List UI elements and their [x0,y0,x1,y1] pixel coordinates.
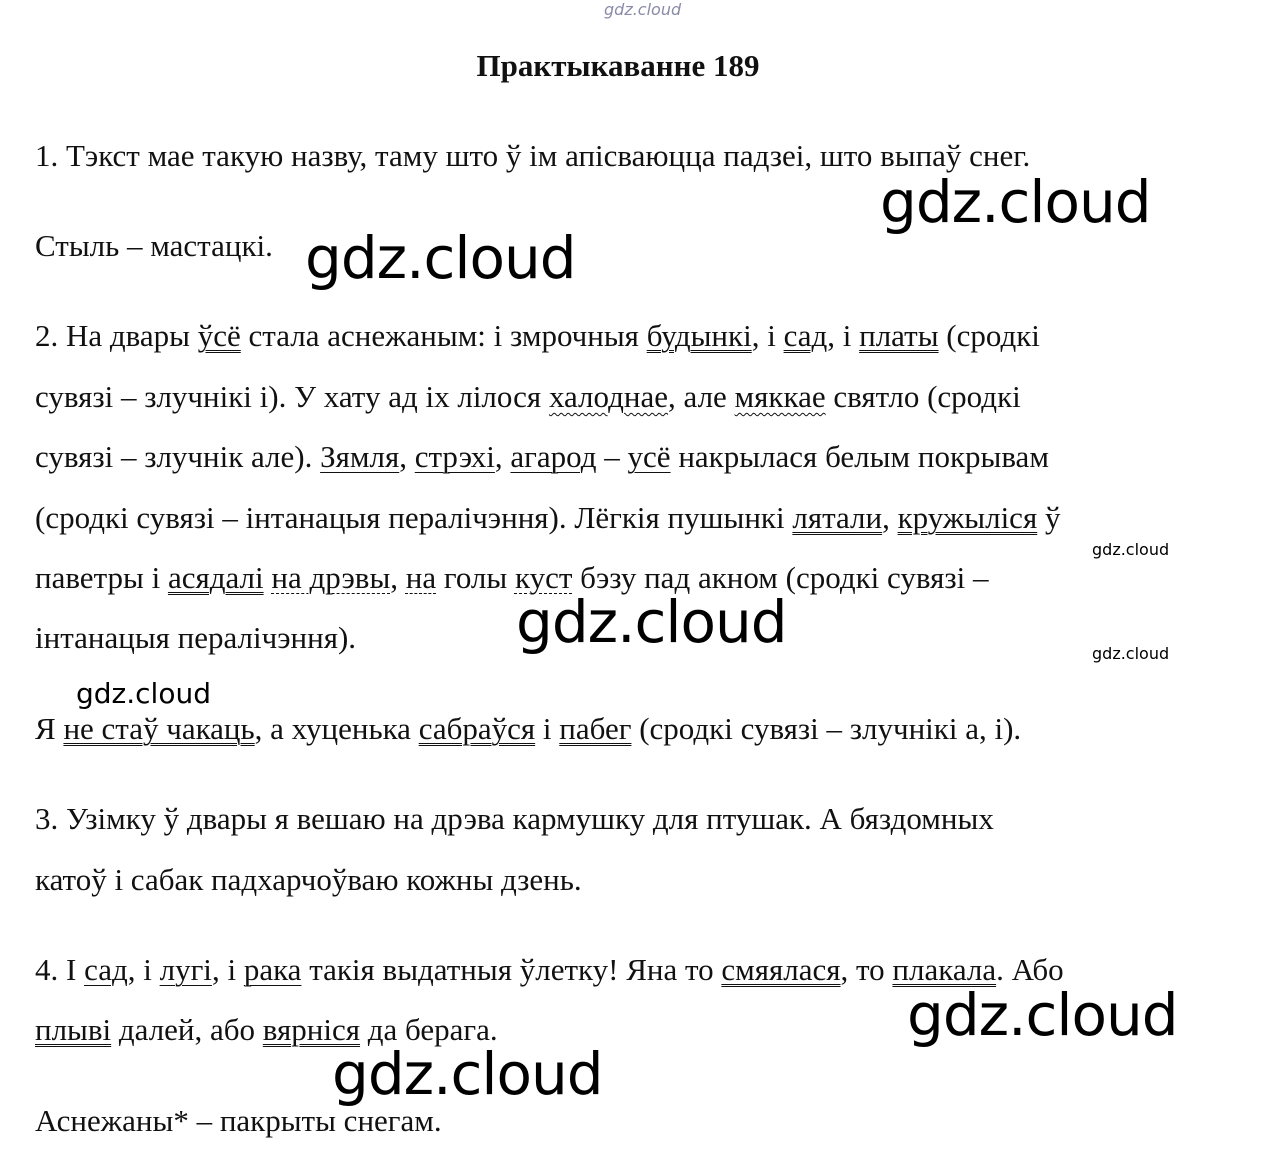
predicate-word: не стаў чакаць [63,711,255,746]
text-run: 4. І [35,952,85,987]
subject-word: рака [243,952,302,987]
text-run: да берага. [360,1012,498,1047]
subject-word: агарод [510,439,597,474]
text-run: голы [436,560,515,595]
predicate-word: асядалі [167,560,264,595]
paragraph-2-line-5 [35,562,989,594]
text-run: бэзу пад акном (сродкі сувязі – [572,560,989,595]
predicate-word: вярніся [262,1012,361,1047]
watermark-5: gdz.cloud [1092,644,1170,663]
paragraph-2-line-1 [35,320,1040,352]
paragraph-3 [35,713,1021,745]
subject-word: будынкі [646,318,752,353]
text-run: , і [211,952,244,987]
adverbial-word: куст [514,560,573,595]
predicate-word: плакала [892,952,997,987]
text-run: святло (сродкі [825,379,1021,414]
text-run: . Або [996,952,1064,987]
watermark-4: gdz.cloud [516,588,787,656]
text-run: , і [751,318,784,353]
text-run: і [535,711,560,746]
predicate-word: сабраўся [418,711,536,746]
text-run: , [494,439,511,474]
text-run: такія выдатныя ўлетку! Яна то [301,952,722,987]
attribute-word: халоднае [548,379,669,414]
text-run: сувязі – злучнікі і). У хату ад іх лілося [35,379,549,414]
watermark-6: gdz.cloud [76,677,211,710]
page-title: Практыкаванне 189 [476,48,760,83]
subject-word: усё [627,439,671,474]
text-run: Я [35,711,64,746]
text-run: – [596,439,628,474]
paragraph-2-line-6: інтанацыя пералічэння). [35,620,357,655]
watermark-top: gdz.cloud [604,0,682,19]
paragraph-4-line-2: катоў і сабак падхарчоўваю кожны дзень. [35,862,582,897]
subject-word: лугі [159,952,212,987]
watermark-3: gdz.cloud [1092,540,1170,559]
paragraph-style: Стыль – мастацкі. [35,228,273,263]
footnote: Аснежаны* – пакрыты снегам. [35,1103,442,1138]
subject-word: сад [783,318,828,353]
text-run: , і [827,318,860,353]
watermark-1: gdz.cloud [880,168,1151,236]
text-run: стала аснежаным: і змрочныя [240,318,647,353]
text-run: , то [840,952,893,987]
text-run: паветры і [35,560,168,595]
subject-word: стрэхі [414,439,495,474]
text-run: (сродкі сувязі – інтанацыя пералічэння). Лёгкія пушынкі [35,500,793,535]
subject-word: Зямля [320,439,400,474]
text-run: (сродкі сувязі – злучнікі а, і). [631,711,1022,746]
subject-word: платы [859,318,939,353]
text-run: , [882,500,898,535]
text-run: накрылася белым покрывам [670,439,1049,474]
text-run: сувязі – злучнік але). [35,439,321,474]
watermark-7: gdz.cloud [907,981,1178,1049]
adverbial-word: на [405,560,437,595]
text-run: 2. На двары [35,318,198,353]
text-run: (сродкі [938,318,1040,353]
watermark-8: gdz.cloud [332,1040,603,1108]
predicate-word: кружыліся [897,500,1038,535]
text-run: , і [127,952,160,987]
text-run: , [390,560,406,595]
predicate-word: плыві [35,1012,112,1047]
adverbial-word: на дрэвы [271,560,391,595]
text-run: , [399,439,415,474]
text-run: далей, або [111,1012,263,1047]
paragraph-2-line-4 [35,502,1060,534]
text-run: , але [668,379,735,414]
predicate-word: лятали [792,500,883,535]
paragraph-2-line-3 [35,441,1049,473]
attribute-word: мяккае [734,379,826,414]
predicate-word: пабег [559,711,632,746]
watermark-2: gdz.cloud [305,224,576,292]
paragraph-4-line-1: 3. Узімку ў двары я вешаю на дрэва кармушку для птушак. А бяздомных [35,801,994,836]
paragraph-2-line-2 [35,381,1021,413]
subject-word: сад [84,952,128,987]
text-run: ў [1037,500,1061,535]
text-run: , а хуценька [254,711,419,746]
predicate-word: смяялася [721,952,841,987]
subject-word: ўсё [197,318,241,353]
paragraph-1: 1. Тэкст мае такую назву, таму што ў ім апісваюцца падзеі, што выпаў снег. [35,138,1031,173]
